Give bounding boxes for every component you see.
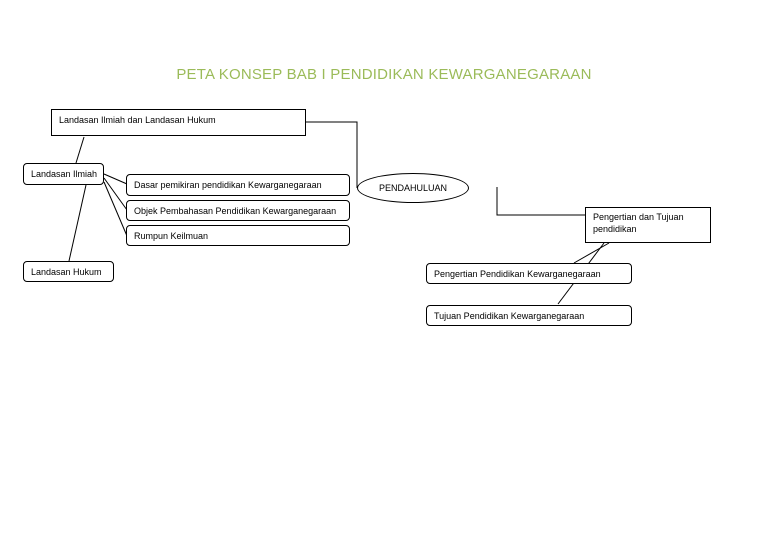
node-label: Dasar pemikiran pendidikan Kewarganegaraan — [134, 180, 322, 190]
connector-pendahuluan-to-pengertian-tujuan — [497, 187, 585, 215]
page-title: PETA KONSEP BAB I PENDIDIKAN KEWARGANEGARAAN — [176, 66, 592, 83]
node-label: Pengertian Pendidikan Kewarganegaraan — [434, 269, 601, 279]
node-label: Landasan Ilmiah dan Landasan Hukum — [59, 115, 216, 125]
node-label: Landasan Ilmiah — [31, 169, 98, 179]
node-landasan-ilmiah-hukum — [51, 109, 306, 136]
node-objek-pembahasan — [126, 200, 350, 221]
node-rumpun-keilmuan — [126, 225, 350, 246]
node-label: Objek Pembahasan Pendidikan Kewarganegaraan — [134, 206, 337, 216]
node-label: PENDAHULUAN — [378, 183, 447, 193]
node-pengertian-pkn — [426, 263, 632, 284]
node-pendahuluan — [357, 173, 469, 203]
node-dasar-pemikiran — [126, 174, 350, 196]
connector-ilmiah-to-hukum — [69, 185, 86, 261]
connector-landasan-to-ilmiah — [76, 137, 84, 163]
node-label: Tujuan Pendidikan Kewarganegaraan — [434, 311, 585, 321]
connector-ilmiah-to-rumpun — [104, 182, 127, 236]
node-landasan-hukum — [23, 261, 114, 282]
node-label: Rumpun Keilmuan — [134, 231, 209, 241]
node-tujuan-pkn — [426, 305, 632, 326]
node-landasan-ilmiah — [23, 163, 104, 185]
node-label: Pengertian dan Tujuan pendidikan — [593, 212, 684, 234]
node-pengertian-tujuan — [585, 207, 711, 243]
node-label: Landasan Hukum — [31, 267, 102, 277]
